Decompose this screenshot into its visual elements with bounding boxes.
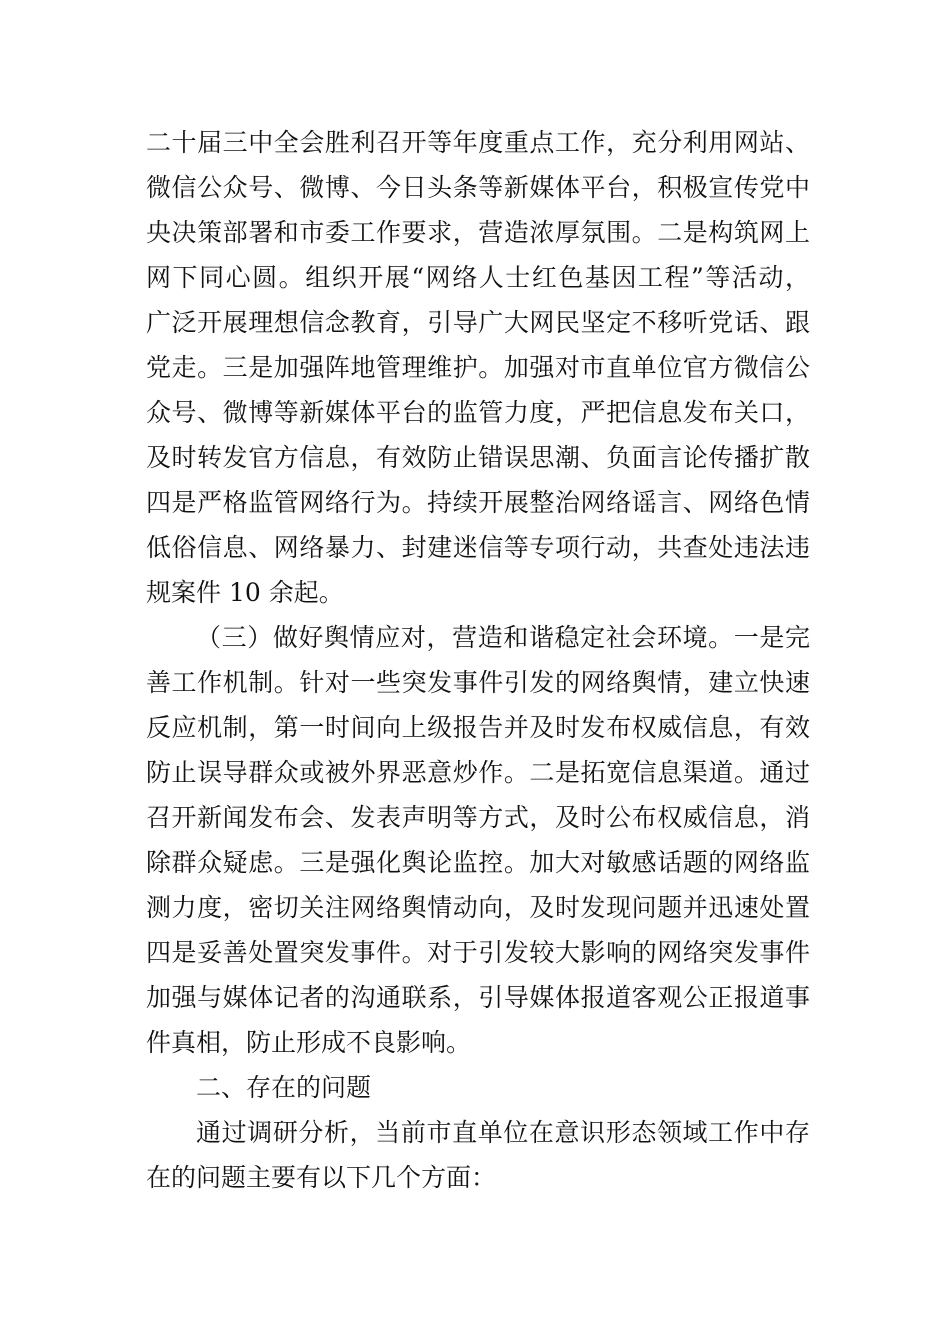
section-heading: 二、存在的问题 [196,1073,372,1102]
text-line: 件真相，防止形成不良影响。 [146,1028,472,1057]
text-line: 反应机制，第一时间向上级报告并及时发布权威信息，有效 [146,713,810,742]
text-line: 加强与媒体记者的沟通联系，引导媒体报道客观公正报道事 [146,983,810,1012]
text-line: 及时转发官方信息，有效防止错误思潮、负面言论传播扩散 [146,443,810,472]
text-line: 低俗信息、网络暴力、封建迷信等专项行动，共查处违法违 [146,533,810,562]
text-line: 二十届三中全会胜利召开等年度重点工作，充分利用网站、 [146,128,810,157]
text-line: 测力度，密切关注网络舆情动向，及时发现问题并迅速处置 [146,893,810,922]
text-line: 网下同心圆。组织开展“网络人士红色基因工程”等活动， [146,263,810,292]
text-line: 众号、微博等新媒体平台的监管力度，严把信息发布关口， [146,398,810,427]
text-line: 在的问题主要有以下几个方面： [146,1163,497,1192]
text-line: 通过调研分析，当前市直单位在意识形态领域工作中存 [196,1118,810,1147]
text-line: 除群众疑虑。三是强化舆论监控。加大对敏感话题的网络监 [146,848,810,877]
text-line: 党走。三是加强阵地管理维护。加强对市直单位官方微信公 [146,353,810,382]
text-line: 规案件 10 余起。 [146,578,344,607]
text-line: 防止误导群众或被外界恶意炒作。二是拓宽信息渠道。通过 [146,758,810,787]
text-line: 广泛开展理想信念教育，引导广大网民坚定不移听党话、跟 [146,308,810,337]
text-line: 央决策部署和市委工作要求，营造浓厚氛围。二是构筑网上 [146,218,810,247]
text-line: 善工作机制。针对一些突发事件引发的网络舆情，建立快速 [146,668,810,697]
text-line: 四是妥善处置突发事件。对于引发较大影响的网络突发事件 [146,938,810,967]
text-line: 微信公众号、微博、今日头条等新媒体平台，积极宣传党中 [146,173,810,202]
paragraph-heading-line: （三）做好舆情应对，营造和谐稳定社会环境。一是完 [196,623,810,652]
text-line: 四是严格监管网络行为。持续开展整治网络谣言、网络色情 [146,488,810,517]
text-line: 召开新闻发布会、发表声明等方式，及时公布权威信息，消 [146,803,810,832]
